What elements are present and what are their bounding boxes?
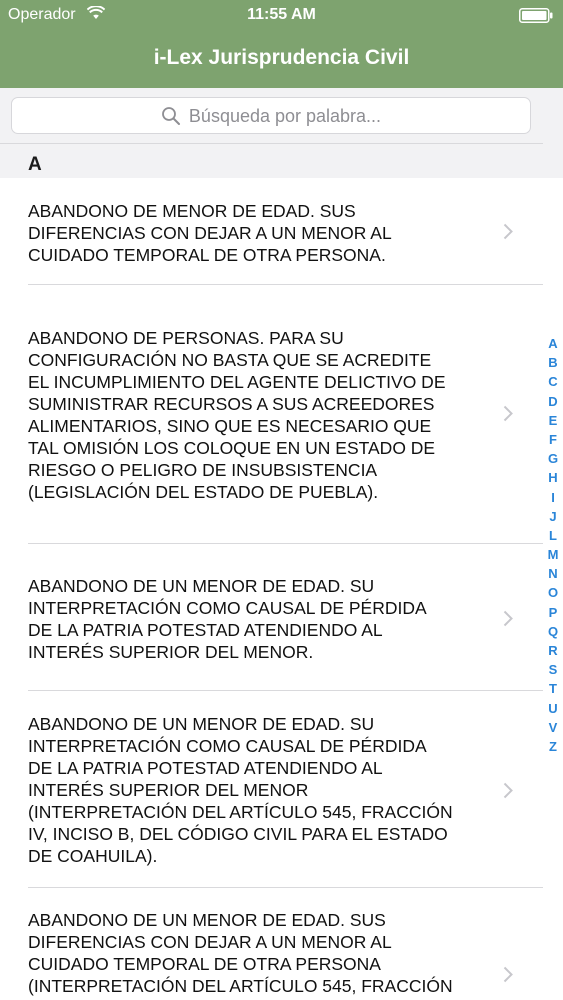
index-letter[interactable]: N xyxy=(548,566,558,582)
line: IV, INCISO B, DEL CÓDIGO CIVIL PARA EL ESTADO xyxy=(28,824,448,844)
line: TAL OMISIÓN LOS COLOQUE EN UN ESTADO DE xyxy=(28,438,436,458)
line: RIESGO O PELIGRO DE INSUBSISTENCIA xyxy=(28,460,378,480)
line: INTERÉS SUPERIOR DEL MENOR xyxy=(28,780,309,800)
chevron-right-icon xyxy=(503,223,513,240)
line: DIFERENCIAS CON DEJAR A UN MENOR AL xyxy=(28,223,392,243)
index-letter[interactable]: T xyxy=(549,681,557,697)
section-index-bar[interactable] xyxy=(543,334,563,756)
status-bar xyxy=(0,0,563,30)
index-letter[interactable]: A xyxy=(548,336,558,351)
line: SUMINISTRAR RECURSOS A SUS ACREEDORES xyxy=(28,394,435,414)
index-letter[interactable]: D xyxy=(548,393,558,409)
index-letter[interactable]: V xyxy=(548,719,558,735)
line: CONFIGURACIÓN NO BASTA QUE SE ACREDITE xyxy=(28,350,432,370)
index-letter[interactable]: C xyxy=(548,374,558,390)
search-placeholder: Búsqueda por palabra... xyxy=(188,106,382,126)
index-letter[interactable]: Q xyxy=(547,623,559,639)
index-letter[interactable]: G xyxy=(547,451,559,467)
section-header xyxy=(0,144,543,178)
list-item-title xyxy=(28,909,488,997)
search-area xyxy=(0,88,543,144)
line: DE COAHUILA). xyxy=(28,846,158,866)
index-letter[interactable]: P xyxy=(548,604,558,620)
line: (INTERPRETACIÓN DEL ARTÍCULO 545, FRACCIÓN xyxy=(28,976,453,996)
index-letter[interactable]: M xyxy=(547,547,559,563)
list-item-title xyxy=(28,327,488,503)
line: DE LA PATRIA POTESTAD ATENDIENDO AL xyxy=(28,758,383,778)
list-item-title xyxy=(28,200,488,266)
line: (LEGISLACIÓN DEL ESTADO DE PUEBLA). xyxy=(28,482,379,502)
search-input[interactable] xyxy=(11,97,531,134)
section-letter: A xyxy=(28,154,42,175)
line: INTERÉS SUPERIOR DEL MENOR. xyxy=(28,642,314,662)
nav-header xyxy=(0,0,563,88)
index-letter[interactable]: L xyxy=(549,527,557,543)
battery-icon xyxy=(519,8,553,23)
status-time: 11:55 AM xyxy=(247,6,316,23)
list-item-title xyxy=(28,713,488,867)
index-letter[interactable]: Z xyxy=(549,738,557,754)
chevron-right-icon xyxy=(503,405,513,422)
index-letter[interactable]: E xyxy=(548,412,558,428)
list-item[interactable] xyxy=(0,888,543,1000)
chevron-right-icon xyxy=(503,966,513,983)
line: ABANDONO DE PERSONAS. PARA SU xyxy=(28,328,344,348)
search-area-edge xyxy=(543,88,563,178)
list-item[interactable] xyxy=(0,285,543,544)
index-letter[interactable]: R xyxy=(548,643,558,658)
line: CUIDADO TEMPORAL DE OTRA PERSONA xyxy=(28,954,381,974)
line: INTERPRETACIÓN COMO CAUSAL DE PÉRDIDA xyxy=(28,736,427,756)
line: ABANDONO DE MENOR DE EDAD. SUS xyxy=(28,201,356,221)
page-title: i-Lex Jurisprudencia Civil xyxy=(153,46,410,69)
list-item[interactable] xyxy=(0,178,543,285)
index-letter[interactable]: F xyxy=(549,431,557,447)
line: ABANDONO DE UN MENOR DE EDAD. SU xyxy=(28,576,375,596)
index-letter[interactable]: O xyxy=(547,585,559,601)
list-item[interactable] xyxy=(0,544,543,691)
line: DE LA PATRIA POTESTAD ATENDIENDO AL xyxy=(28,620,383,640)
index-letter[interactable]: J xyxy=(549,508,557,524)
line: DIFERENCIAS CON DEJAR A UN MENOR AL xyxy=(28,932,392,952)
line: ALIMENTARIOS, SINO QUE ES NECESARIO QUE xyxy=(28,416,432,436)
chevron-right-icon xyxy=(503,610,513,627)
line: EL INCUMPLIMIENTO DEL AGENTE DELICTIVO DE xyxy=(28,372,446,392)
index-letter[interactable]: S xyxy=(548,662,558,678)
index-letter[interactable]: H xyxy=(548,470,558,486)
chevron-right-icon xyxy=(503,782,513,799)
line: ABANDONO DE UN MENOR DE EDAD. SUS xyxy=(28,910,386,930)
search-placeholder-wrap xyxy=(12,98,530,135)
index-letter[interactable]: U xyxy=(548,700,558,716)
line: CUIDADO TEMPORAL DE OTRA PERSONA. xyxy=(28,245,386,265)
list-item-title xyxy=(28,575,488,663)
search-icon xyxy=(161,106,181,126)
carrier-name: Operador xyxy=(8,6,76,23)
line: (INTERPRETACIÓN DEL ARTÍCULO 545, FRACCIÓN xyxy=(28,802,453,822)
index-letter[interactable]: I xyxy=(551,489,555,505)
index-letter[interactable]: B xyxy=(548,355,558,371)
line: INTERPRETACIÓN COMO CAUSAL DE PÉRDIDA xyxy=(28,598,427,618)
list-item[interactable] xyxy=(0,691,543,888)
line: ABANDONO DE UN MENOR DE EDAD. SU xyxy=(28,714,375,734)
